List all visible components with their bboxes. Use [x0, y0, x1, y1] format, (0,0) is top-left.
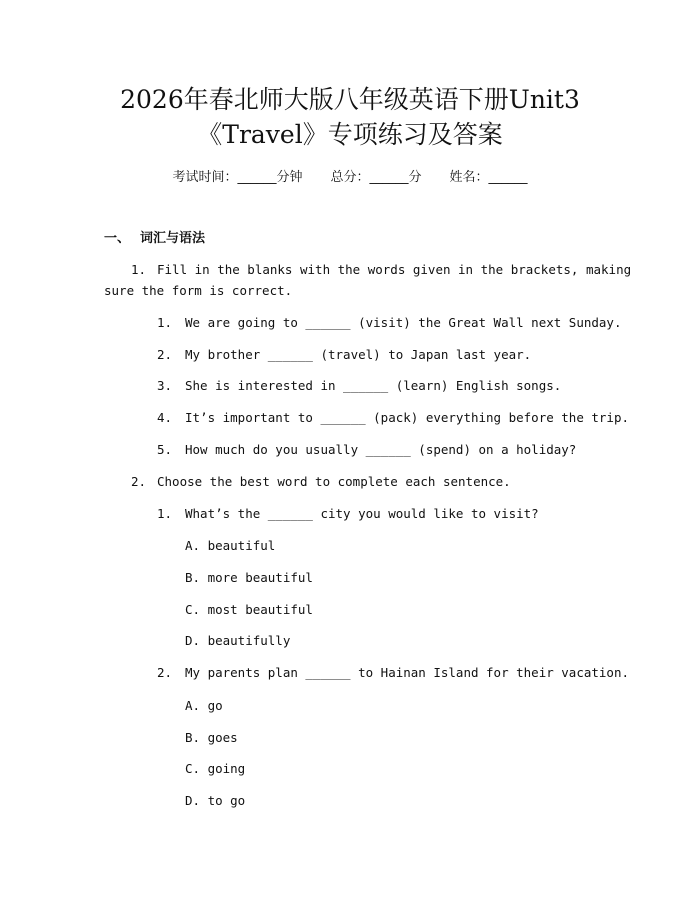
- question-2-text: Choose the best word to complete each sentence.: [157, 474, 511, 489]
- section-title: 词汇与语法: [140, 231, 206, 246]
- q1-item-text: We are going to ______ (visit) the Great Wall next Sunday.: [185, 315, 622, 330]
- q2-option: A. go: [185, 698, 223, 713]
- q1-item-text: It’s important to ______ (pack) everything before the trip.: [185, 410, 630, 425]
- question-1-line1: [131, 261, 631, 279]
- document-title-line1: 2026年春北师大版八年级英语下册Unit3: [120, 85, 580, 114]
- q2-option: B. more beautiful: [185, 570, 313, 585]
- q1-item-number: 2.: [157, 347, 173, 362]
- q2-item-number: 1.: [157, 506, 173, 521]
- q1-item-number: 5.: [157, 442, 173, 457]
- q2-item-number: 2.: [157, 665, 173, 680]
- q2-option: D. to go: [185, 793, 246, 808]
- exam-score: 总分：______分: [330, 170, 422, 185]
- q2-option: C. going: [185, 761, 246, 776]
- section-number: 一、: [104, 231, 131, 246]
- exam-info: [0, 169, 700, 187]
- question-1-text: Fill in the blanks with the words given in the brackets, making: [157, 262, 632, 277]
- exam-time: 考试时间：______分钟: [172, 170, 303, 185]
- q1-item-text: How much do you usually ______ (spend) on a holiday?: [185, 442, 577, 457]
- q2-option: D. beautifully: [185, 633, 291, 648]
- q2-option: B. goes: [185, 730, 238, 745]
- section-heading: [104, 230, 205, 248]
- question-1-number: 1.: [131, 262, 147, 277]
- q1-item-number: 4.: [157, 410, 173, 425]
- q1-item-number: 1.: [157, 315, 173, 330]
- q2-option: A. beautiful: [185, 538, 276, 553]
- q1-item-text: She is interested in ______ (learn) English songs.: [185, 378, 562, 393]
- q2-item-text: My parents plan ______ to Hainan Island for their vacation.: [185, 665, 630, 680]
- question-2-number: 2.: [131, 474, 147, 489]
- q2-item-text: What’s the ______ city you would like to visit?: [185, 506, 539, 521]
- student-name: 姓名：______: [449, 170, 528, 185]
- q2-option: C. most beautiful: [185, 602, 313, 617]
- document-title-line2: 《Travel》专项练习及答案: [197, 120, 503, 149]
- q1-item-number: 3.: [157, 378, 173, 393]
- question-1-line2: sure the form is correct.: [104, 283, 293, 298]
- q1-item-text: My brother ______ (travel) to Japan last year.: [185, 347, 532, 362]
